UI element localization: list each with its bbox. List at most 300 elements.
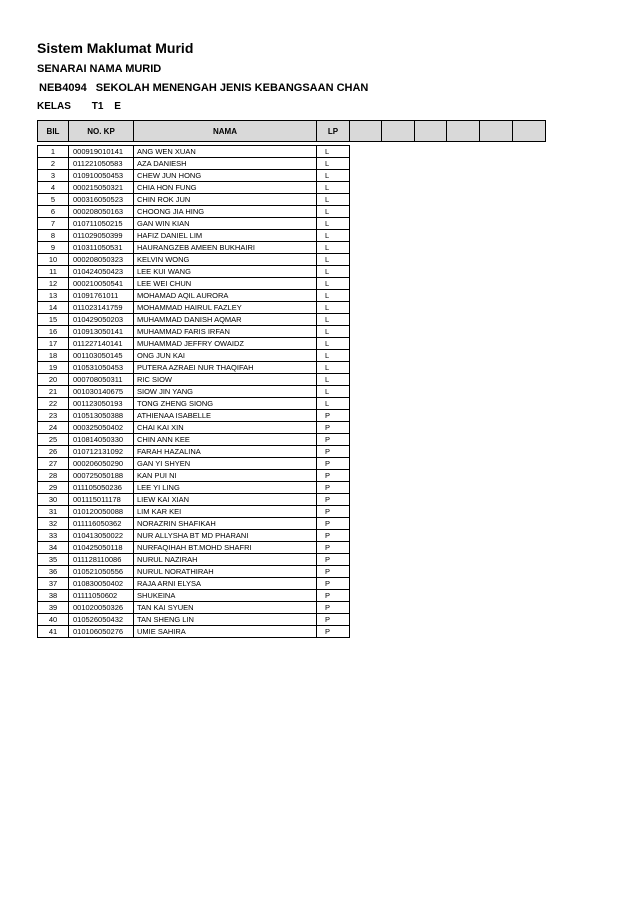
cell-bil: 3 [38,170,69,182]
cell-blank [513,326,546,338]
table-row [38,434,546,446]
class-name: E [114,101,121,112]
cell-blank [382,254,415,266]
cell-nama: LEE YI LING [134,482,317,494]
cell-blank [350,506,382,518]
cell-blank [382,290,415,302]
cell-bil: 38 [38,590,69,602]
cell-blank [480,494,513,506]
cell-blank [382,590,415,602]
cell-blank [382,470,415,482]
cell-blank [447,386,480,398]
cell-blank [513,458,546,470]
cell-blank [447,506,480,518]
cell-blank [350,290,382,302]
cell-blank [480,338,513,350]
cell-blank [513,362,546,374]
cell-blank [480,218,513,230]
cell-nama: CHOONG JIA HING [134,206,317,218]
cell-bil: 5 [38,194,69,206]
cell-blank [415,554,447,566]
cell-blank [382,542,415,554]
cell-blank [447,614,480,626]
col-header-nama: NAMA [134,121,317,142]
cell-blank [350,326,382,338]
cell-bil: 33 [38,530,69,542]
cell-nama: TAN KAI SYUEN [134,602,317,614]
cell-blank [513,398,546,410]
cell-blank [382,170,415,182]
cell-no-kp: 000725050188 [69,470,134,482]
table-row [38,410,546,422]
cell-lp: L [317,194,350,206]
cell-no-kp: 010425050118 [69,542,134,554]
cell-blank [513,266,546,278]
cell-blank [480,302,513,314]
cell-blank [513,494,546,506]
table-row [38,494,546,506]
col-header-blank [415,121,447,142]
cell-blank [382,410,415,422]
table-row [38,566,546,578]
page-title: Sistem Maklumat Murid [37,40,194,56]
cell-nama: HAURANGZEB AMEEN BUKHAIRI [134,242,317,254]
cell-blank [350,482,382,494]
table-row [38,326,546,338]
cell-blank [415,386,447,398]
table-row [38,626,546,638]
cell-no-kp: 001020050326 [69,602,134,614]
col-header-blank [447,121,480,142]
cell-lp: L [317,374,350,386]
cell-bil: 20 [38,374,69,386]
table-row [38,242,546,254]
table-row [38,194,546,206]
table-row [38,218,546,230]
cell-blank [415,170,447,182]
cell-no-kp: 010106050276 [69,626,134,638]
cell-blank [415,326,447,338]
cell-no-kp: 010712131092 [69,446,134,458]
cell-bil: 22 [38,398,69,410]
cell-blank [480,278,513,290]
cell-blank [415,350,447,362]
cell-blank [480,254,513,266]
cell-no-kp: 000215050321 [69,182,134,194]
cell-blank [480,626,513,638]
cell-blank [513,254,546,266]
cell-bil: 16 [38,326,69,338]
cell-blank [382,434,415,446]
cell-blank [447,338,480,350]
cell-no-kp: 010521050556 [69,566,134,578]
cell-blank [382,182,415,194]
table-row [38,278,546,290]
table-row [38,386,546,398]
cell-bil: 12 [38,278,69,290]
cell-bil: 13 [38,290,69,302]
cell-lp: P [317,506,350,518]
cell-lp: L [317,254,350,266]
cell-bil: 7 [38,218,69,230]
cell-blank [447,578,480,590]
cell-lp: P [317,590,350,602]
cell-blank [415,530,447,542]
class-label: KELAS [37,101,71,112]
cell-nama: FARAH HAZALINA [134,446,317,458]
table-row [38,554,546,566]
cell-blank [382,626,415,638]
cell-lp: L [317,146,350,158]
cell-no-kp: 010429050203 [69,314,134,326]
cell-blank [350,218,382,230]
cell-nama: TAN SHENG LIN [134,614,317,626]
cell-blank [513,230,546,242]
cell-blank [447,326,480,338]
cell-lp: L [317,362,350,374]
cell-blank [480,374,513,386]
cell-blank [513,506,546,518]
cell-blank [513,578,546,590]
cell-blank [513,446,546,458]
cell-blank [480,434,513,446]
cell-blank [415,278,447,290]
cell-blank [382,314,415,326]
cell-no-kp: 011116050362 [69,518,134,530]
cell-lp: L [317,266,350,278]
table-row [38,470,546,482]
cell-blank [480,518,513,530]
cell-blank [382,338,415,350]
cell-blank [513,146,546,158]
cell-blank [480,350,513,362]
cell-blank [382,206,415,218]
table-row [38,170,546,182]
cell-lp: P [317,542,350,554]
cell-blank [350,278,382,290]
col-header-blank [480,121,513,142]
cell-nama: SHUKEINA [134,590,317,602]
cell-blank [350,206,382,218]
cell-blank [513,314,546,326]
table-row [38,518,546,530]
cell-blank [480,458,513,470]
cell-blank [350,422,382,434]
cell-bil: 27 [38,458,69,470]
cell-bil: 17 [38,338,69,350]
cell-blank [415,410,447,422]
cell-blank [513,290,546,302]
cell-lp: P [317,494,350,506]
cell-lp: L [317,170,350,182]
cell-blank [350,578,382,590]
cell-no-kp: 000206050290 [69,458,134,470]
cell-blank [415,470,447,482]
cell-blank [480,206,513,218]
cell-blank [350,530,382,542]
cell-no-kp: 000325050402 [69,422,134,434]
cell-lp: P [317,410,350,422]
cell-bil: 41 [38,626,69,638]
table-row [38,422,546,434]
cell-blank [513,470,546,482]
cell-nama: KAN PUI NI [134,470,317,482]
cell-blank [447,482,480,494]
cell-nama: NURUL NAZIRAH [134,554,317,566]
cell-lp: P [317,482,350,494]
cell-lp: P [317,530,350,542]
cell-blank [447,362,480,374]
cell-no-kp: 01091761011 [69,290,134,302]
cell-blank [350,230,382,242]
cell-no-kp: 011023141759 [69,302,134,314]
cell-blank [382,458,415,470]
cell-blank [350,410,382,422]
cell-bil: 14 [38,302,69,314]
cell-blank [447,446,480,458]
table-row [38,482,546,494]
cell-blank [350,602,382,614]
table-row [38,338,546,350]
cell-no-kp: 000210050541 [69,278,134,290]
cell-bil: 29 [38,482,69,494]
cell-bil: 35 [38,554,69,566]
cell-blank [447,398,480,410]
cell-blank [447,566,480,578]
cell-blank [382,602,415,614]
table-row [38,458,546,470]
cell-no-kp: 010424050423 [69,266,134,278]
cell-blank [382,362,415,374]
cell-blank [350,194,382,206]
cell-blank [447,290,480,302]
cell-blank [415,362,447,374]
cell-bil: 23 [38,410,69,422]
cell-blank [480,266,513,278]
cell-blank [382,242,415,254]
cell-blank [480,170,513,182]
cell-blank [382,302,415,314]
cell-blank [415,266,447,278]
cell-blank [382,506,415,518]
cell-no-kp: 011105050236 [69,482,134,494]
cell-blank [382,554,415,566]
cell-nama: MOHAMMAD HAIRUL FAZLEY [134,302,317,314]
cell-blank [480,530,513,542]
cell-blank [513,218,546,230]
cell-blank [480,194,513,206]
cell-nama: TONG ZHENG SIONG [134,398,317,410]
table-row [38,362,546,374]
cell-blank [382,494,415,506]
table-header-row [38,121,546,142]
table-row [38,398,546,410]
cell-lp: L [317,182,350,194]
cell-blank [480,410,513,422]
cell-lp: P [317,626,350,638]
cell-blank [447,518,480,530]
cell-no-kp: 000316050523 [69,194,134,206]
cell-blank [350,338,382,350]
table-row [38,578,546,590]
cell-blank [350,626,382,638]
table-row [38,146,546,158]
cell-blank [350,254,382,266]
cell-blank [480,614,513,626]
cell-blank [382,278,415,290]
cell-blank [447,350,480,362]
cell-no-kp: 010910050453 [69,170,134,182]
cell-bil: 26 [38,446,69,458]
cell-blank [480,506,513,518]
cell-blank [447,242,480,254]
cell-lp: L [317,242,350,254]
report-subtitle: SENARAI NAMA MURID [37,63,162,75]
cell-blank [480,542,513,554]
cell-nama: GAN WIN KIAN [134,218,317,230]
cell-blank [415,602,447,614]
cell-blank [480,398,513,410]
cell-nama: GAN YI SHYEN [134,458,317,470]
table-row [38,314,546,326]
cell-blank [382,578,415,590]
cell-blank [382,614,415,626]
cell-blank [415,578,447,590]
cell-blank [350,398,382,410]
cell-nama: KELVIN WONG [134,254,317,266]
cell-nama: ANG WEN XUAN [134,146,317,158]
cell-bil: 31 [38,506,69,518]
cell-blank [382,530,415,542]
school-line [39,82,374,94]
cell-lp: L [317,350,350,362]
cell-bil: 24 [38,422,69,434]
cell-blank [513,302,546,314]
cell-no-kp: 001123050193 [69,398,134,410]
cell-blank [415,614,447,626]
table-row [38,446,546,458]
table-row [38,230,546,242]
cell-blank [447,470,480,482]
cell-blank [513,590,546,602]
cell-nama: CHIA HON FUNG [134,182,317,194]
table-row [38,182,546,194]
cell-nama: PUTERA AZRAEI NUR THAQIFAH [134,362,317,374]
cell-no-kp: 010120050088 [69,506,134,518]
cell-bil: 4 [38,182,69,194]
class-level: T1 [91,101,104,112]
cell-blank [480,290,513,302]
cell-blank [415,458,447,470]
cell-no-kp: 010311050531 [69,242,134,254]
cell-bil: 1 [38,146,69,158]
cell-nama: MUHAMMAD DANISH AQMAR [134,314,317,326]
cell-blank [447,554,480,566]
cell-lp: L [317,158,350,170]
cell-nama: SIOW JIN YANG [134,386,317,398]
table-row [38,530,546,542]
cell-blank [480,326,513,338]
cell-blank [513,542,546,554]
cell-no-kp: 010413050022 [69,530,134,542]
cell-no-kp: 000208050323 [69,254,134,266]
cell-blank [480,230,513,242]
table-row [38,506,546,518]
cell-blank [480,362,513,374]
cell-blank [513,386,546,398]
cell-no-kp: 000708050311 [69,374,134,386]
cell-blank [447,170,480,182]
table-row [38,590,546,602]
cell-blank [447,302,480,314]
cell-blank [415,422,447,434]
cell-blank [447,494,480,506]
cell-blank [350,434,382,446]
cell-blank [382,446,415,458]
cell-blank [382,326,415,338]
cell-blank [382,218,415,230]
cell-lp: L [317,314,350,326]
cell-blank [415,182,447,194]
cell-lp: L [317,206,350,218]
cell-blank [350,362,382,374]
cell-blank [513,182,546,194]
cell-no-kp: 010913050141 [69,326,134,338]
cell-blank [513,350,546,362]
cell-blank [415,218,447,230]
cell-blank [350,266,382,278]
cell-blank [447,278,480,290]
cell-blank [382,350,415,362]
cell-blank [480,590,513,602]
cell-lp: P [317,614,350,626]
cell-blank [350,170,382,182]
cell-blank [513,482,546,494]
table-row [38,602,546,614]
cell-blank [513,374,546,386]
cell-blank [350,518,382,530]
cell-blank [480,482,513,494]
cell-blank [480,578,513,590]
cell-lp: L [317,290,350,302]
cell-lp: P [317,602,350,614]
cell-blank [415,206,447,218]
cell-blank [350,350,382,362]
cell-blank [382,386,415,398]
cell-blank [513,410,546,422]
cell-blank [415,194,447,206]
cell-lp: L [317,398,350,410]
cell-blank [447,230,480,242]
cell-blank [415,482,447,494]
cell-blank [382,374,415,386]
cell-nama: MOHAMAD AQIL AURORA [134,290,317,302]
cell-blank [513,434,546,446]
cell-blank [513,206,546,218]
col-header-blank [382,121,415,142]
cell-blank [480,554,513,566]
cell-blank [447,590,480,602]
cell-blank [350,302,382,314]
cell-blank [382,398,415,410]
cell-blank [513,158,546,170]
cell-bil: 21 [38,386,69,398]
cell-lp: P [317,434,350,446]
cell-blank [415,590,447,602]
cell-lp: L [317,278,350,290]
table-row [38,614,546,626]
cell-blank [382,158,415,170]
